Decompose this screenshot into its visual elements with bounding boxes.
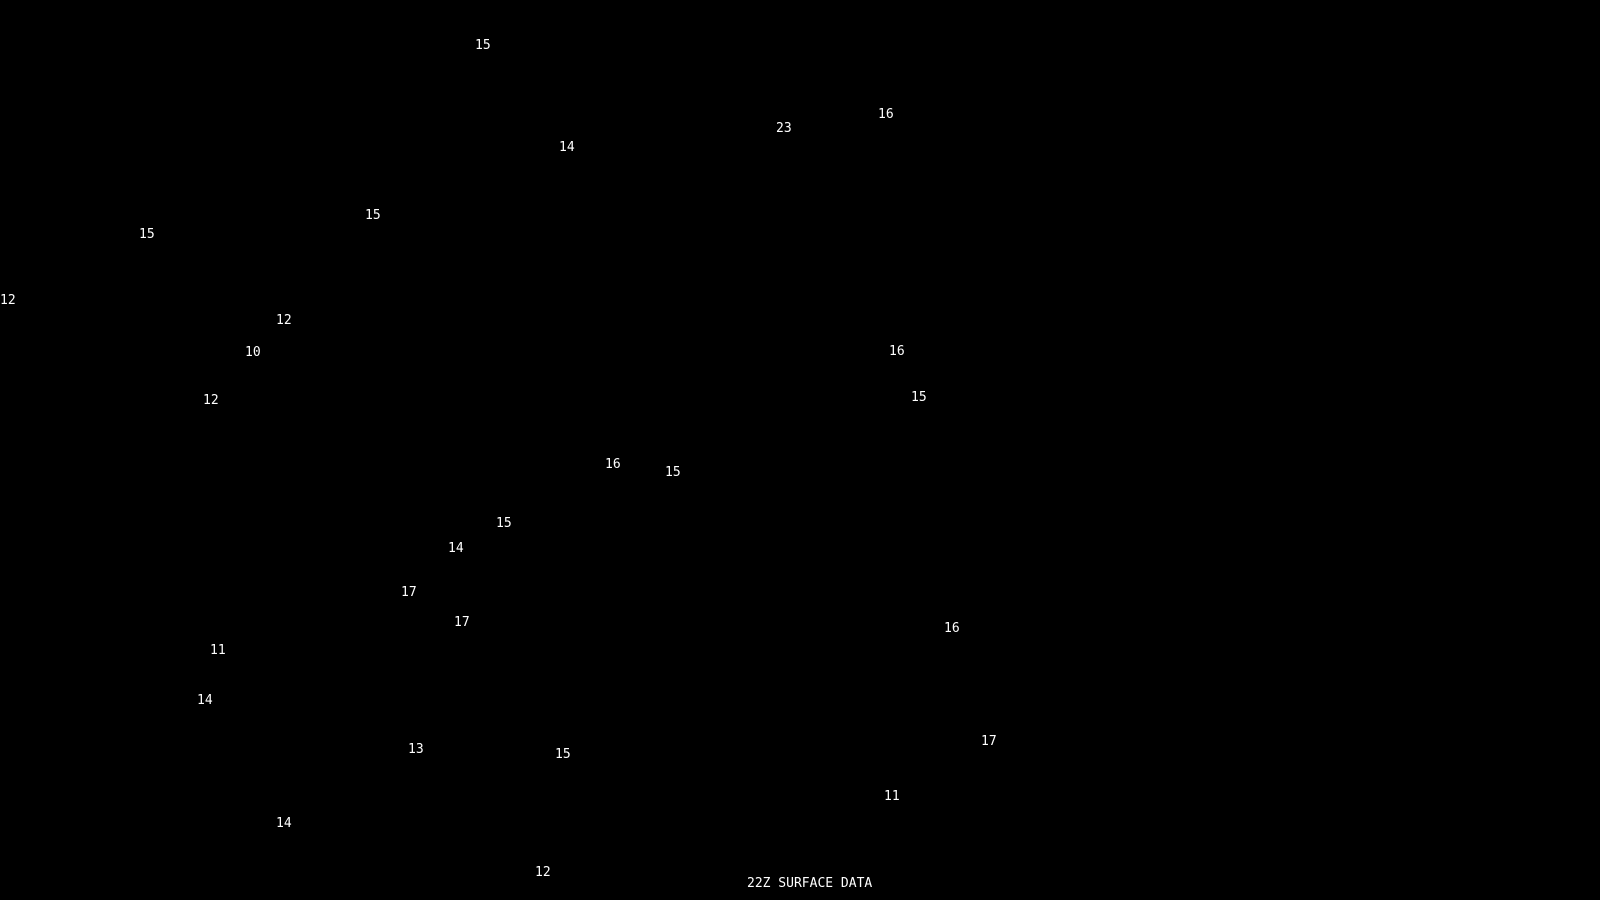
station-value: 17 <box>981 734 997 749</box>
station-value: 13 <box>408 742 424 757</box>
station-value: 12 <box>535 865 551 880</box>
station-value: 15 <box>665 465 681 480</box>
station-value: 15 <box>139 227 155 242</box>
station-value: 15 <box>496 516 512 531</box>
station-value: 16 <box>889 344 905 359</box>
station-value: 17 <box>401 585 417 600</box>
station-value: 14 <box>448 541 464 556</box>
station-value: 16 <box>944 621 960 636</box>
station-value: 11 <box>210 643 226 658</box>
caption: 22Z SURFACE DATA <box>747 876 873 891</box>
station-value: 15 <box>475 38 491 53</box>
station-value: 17 <box>454 615 470 630</box>
station-value: 16 <box>605 457 621 472</box>
station-value: 14 <box>276 816 292 831</box>
station-value: 11 <box>884 789 900 804</box>
station-value: 12 <box>203 393 219 408</box>
station-value: 15 <box>911 390 927 405</box>
station-value: 16 <box>878 107 894 122</box>
station-value: 14 <box>559 140 575 155</box>
station-value: 15 <box>555 747 571 762</box>
station-value: 15 <box>365 208 381 223</box>
station-value: 12 <box>276 313 292 328</box>
station-value: 12 <box>0 293 16 308</box>
station-value: 10 <box>245 345 261 360</box>
station-value: 14 <box>197 693 213 708</box>
station-value: 23 <box>776 121 792 136</box>
